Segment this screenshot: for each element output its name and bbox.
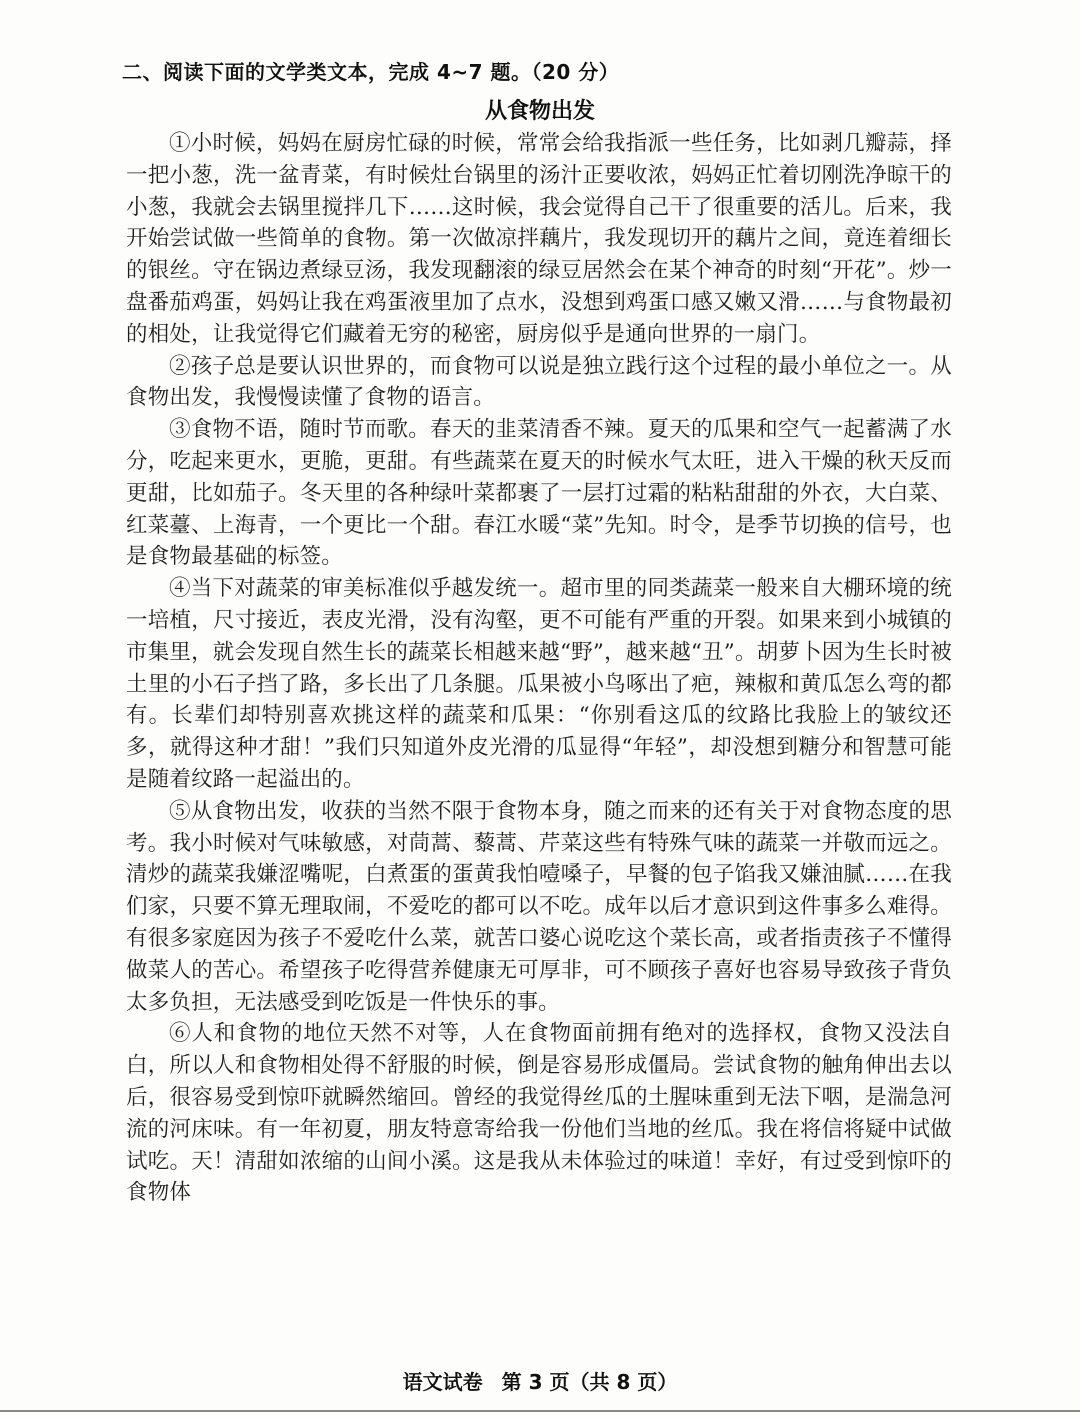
bottom-divider xyxy=(0,1410,1080,1412)
paragraph-2: ②孩子总是要认识世界的，而食物可以说是独立践行这个过程的最小单位之一。从食物出发，我慢慢读懂了食物的语言。 xyxy=(126,353,952,411)
footer-page-number: 第 3 页（共 8 页） xyxy=(501,1370,678,1394)
paragraph-4: ④当下对蔬菜的审美标准似乎越发统一。超市里的同类蔬菜一般来自大棚环境的统一培植，尺寸接近，表皮光滑，没有沟壑，更不可能有严重的开裂。如果来到小城镇的市集里，就会发现自然生长的蔬菜长相越来越“野”，越来越“丑”。胡萝卜因为生长时被土里的小石子挡了路，多长出了几条腿。瓜果被小鸟啄出了疤，辣椒和黄瓜怎么弯的都有。长辈们却特别喜欢挑这样的蔬菜和瓜果：“你别看这瓜的纹路比我脸上的皱纹还多，就得这种才甜！”我们只知道外皮光滑的瓜显得“年轻”，却没想到糖分和智慧可能是随着纹路一起溢出的。 xyxy=(126,576,952,792)
section-heading: 二、阅读下面的文学类文本，完成 4~7 题。（20 分） xyxy=(122,60,620,84)
paragraph-5: ⑤从食物出发，收获的当然不限于食物本身，随之而来的还有关于对食物态度的思考。我小时候对气味敏感，对茼蒿、藜蒿、芹菜这些有特殊气味的蔬菜一并敬而远之。清炒的蔬菜我嫌涩嘴呢，白煮蛋的蛋黄我怕噎嗓子，早餐的包子馅我又嫌油腻……在我们家，只要不算无理取闹，不爱吃的都可以不吃。成年以后才意识到这件事多么难得。有很多家庭因为孩子不爱吃什么菜，就苦口婆心说吃这个菜长高，或者指责孩子不懂得做菜人的苦心。希望孩子吃得营养健康无可厚非，可不顾孩子喜好也容易导致孩子背负太多负担，无法感受到吃饭是一件快乐的事。 xyxy=(126,798,952,1015)
footer-subject: 语文试卷 xyxy=(402,1370,483,1394)
article-body xyxy=(126,128,952,1209)
paragraph-1: ①小时候，妈妈在厨房忙碌的时候，常常会给我指派一些任务，比如剥几瓣蒜，择一把小葱，洗一盆青菜，有时候灶台锅里的汤汁正要收浓，妈妈正忙着切刚洗净晾干的小葱，我就会去锅里搅拌几下……这时候，我会觉得自己干了很重要的活儿。后来，我开始尝试做一些简单的食物。第一次做凉拌藕片，我发现切开的藕片之间，竟连着细长的银丝。守在锅边煮绿豆汤，我发现翻滚的绿豆居然会在某个神奇的时刻“开花”。炒一盘番茄鸡蛋，妈妈让我在鸡蛋液里加了点水，没想到鸡蛋口感又嫩又滑……与食物最初的相处，让我觉得它们藏着无穷的秘密，厨房似乎是通向世界的一扇门。 xyxy=(126,131,952,347)
paragraph-3: ③食物不语，随时节而歌。春天的韭菜清香不辣。夏天的瓜果和空气一起蓄满了水分，吃起来更水，更脆，更甜。有些蔬菜在夏天的时候水气太旺，进入干燥的秋天反而更甜，比如茄子。冬天里的各种绿叶菜都裹了一层打过霜的粘粘甜甜的外衣，大白菜、红菜薹、上海青，一个更比一个甜。春江水暖“菜”先知。时令，是季节切换的信号，也是食物最基础的标签。 xyxy=(126,417,952,570)
page-footer xyxy=(0,1366,1080,1395)
paragraph-6: ⑥人和食物的地位天然不对等，人在食物面前拥有绝对的选择权，食物又没法自白，所以人和食物相处得不舒服的时候，倒是容易形成僵局。尝试食物的触角伸出去以后，很容易受到惊吓就瞬然缩回。曾经的我觉得丝瓜的土腥味重到无法下咽，是湍急河流的河床味。有一年初夏，朋友特意寄给我一份他们当地的丝瓜。我在将信将疑中试做试吃。天！清甜如浓缩的山间小溪。这是我从未体验过的味道！幸好，有过受到惊吓的食物体 xyxy=(126,1021,952,1206)
article-title: 从食物出发 xyxy=(484,99,595,124)
